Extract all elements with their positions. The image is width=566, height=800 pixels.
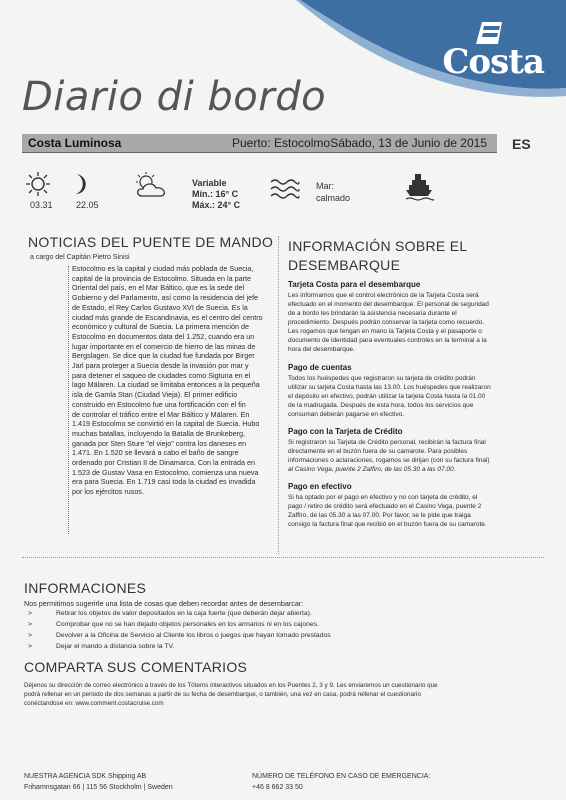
port-name: Puerto: Estocolmo — [232, 136, 331, 150]
tarjeta-costa-heading: Tarjeta Costa para el desembarque — [288, 280, 421, 289]
text-line: conéctandose en: www.comment.costacruise.com — [24, 700, 164, 707]
noticias-line: 1.419 Estocolmo se convirtió en la capital de Suecia. Hubo — [72, 419, 260, 429]
noticias-heading: NOTICIAS DEL PUENTE DE MANDO — [28, 234, 274, 250]
noticias-line: Estocolmo es la capital y ciudad más poblada de Suecia, — [72, 264, 254, 273]
sea-state: calmado — [316, 193, 351, 203]
comentarios-body — [24, 681, 550, 708]
text-line: directamente en el buzón fuera de su camarote. Para posibles — [288, 448, 468, 455]
text-line: utilizar su tarjeta Costa hasta las 13.00. Los huéspedes que realizaron — [288, 384, 491, 391]
emergency-phone: +46 8 662 33 50 — [252, 784, 303, 791]
noticias-line: Bergslagen. Se dice que la ciudad fue fundada por Birger — [72, 351, 255, 361]
sunset-time: 22.05 — [76, 200, 99, 210]
list-item — [28, 632, 331, 639]
text-line: efectuado en el momento del desembarque. El personal de seguridad — [288, 301, 489, 308]
list-item-text: Devolver a la Oficina de Servicio al Cliente los libros o juegos que hayan tomado prestados — [56, 632, 331, 639]
text-line: el depósito en efectivo, podrán utilizar la tarjeta Costa hasta la 01.00 — [288, 393, 486, 400]
info-bar — [22, 134, 497, 153]
column-divider — [278, 236, 279, 554]
text-line: de a bordo les brindarán la asistencia necesaria durante el — [288, 310, 457, 317]
informaciones-intro: Nos permitimos sugerirle una lista de cosas que deben recordar antes de desembarcar: — [24, 599, 304, 608]
bullet-marker: > — [28, 632, 32, 639]
noticias-line: era para Suecia. En 1.719 casi toda la ciudad es invadida — [72, 477, 256, 487]
text-line: pago / retiro de crédito será efectuado en el Casino Vega, puente 2 — [288, 503, 482, 510]
list-item-text: Dejar el mando a distancia sobre la TV. — [56, 643, 175, 650]
text-line: procedimiento. Después podrán conservar la tarjeta como recuerdo. — [288, 319, 485, 326]
noticias-line: Gobierno y del Parlamento, así como la residencia del jefe — [72, 293, 259, 303]
noticias-line: isla de Gamla Stan (Ciudad Vieja). El primer edificio — [72, 390, 238, 400]
noticias-line: Jarl para proteger a Suecia desde la invasión por mar y — [72, 361, 249, 371]
bullet-marker: > — [28, 621, 32, 628]
noticias-line: económico y cultural de Suecia. La primera mención de — [72, 322, 249, 332]
informaciones-heading: INFORMACIONES — [24, 580, 147, 596]
noticias-line: ganada por Sten Sture "el viejo" contra los daneses en — [72, 438, 247, 448]
costa-logo — [434, 14, 544, 84]
list-item-text: Retirar los objetos de valor depositados en la caja fuerte (que deberán dejar abierta). — [56, 610, 312, 617]
text-line: Si registraron su Tarjeta de Crédito personal, recibirán la factura final — [288, 439, 486, 446]
list-item — [28, 621, 319, 628]
list-item — [28, 610, 312, 617]
text-line: de la madrugada. Después de esta hora, todos los servicios que — [288, 402, 474, 409]
date-label: Sábado, 13 de Junio de 2015 — [330, 136, 487, 150]
brand-name: Costa — [442, 42, 544, 82]
noticias-line: 1.523 de Gustav Vasa en Estocolmo, comienza una nueva — [72, 467, 259, 477]
noticias-line: capital de la provincia de Estocolmo. Situada en la parte — [72, 273, 251, 283]
text-line: Déjenos su dirección de correo electrónico a través de los Tótems interactivos situados en los Puentes 2, 3 y 9. Les enviaremos un cuestionario que — [24, 682, 438, 689]
tarjeta-costa-body — [288, 291, 536, 354]
ship-name: Costa Luminosa — [28, 136, 122, 150]
list-item-text: Comprobar que no se han dejado objetos personales en los armarios ni en los cajones. — [56, 621, 319, 628]
noticias-line: de controlar el tráfico entre el Mar Báltico y Mälaren. En — [72, 409, 250, 419]
text-line: Todos los huéspedes que registraron su tarjeta de crédito podrán — [288, 375, 476, 382]
list-item — [28, 643, 174, 650]
agency-label: NUESTRA AGENCIA SDK Shipping AB — [24, 773, 147, 780]
noticias-line: Estocolmo en documentos data del 1.252, cuando era un — [72, 331, 255, 341]
pago-tarjeta-heading: Pago con la Tarjeta de Crédito — [288, 427, 403, 436]
noticias-line: para detener el saqueo de ciudades como Sigtuna en el — [72, 370, 251, 380]
noticias-line: muchas batallas, incluyendo la Batalla de Brunkeberg, — [72, 428, 246, 438]
text-line: Les informamos que el control electrónico de la Tarjeta Costa será — [288, 292, 479, 299]
noticias-line: por los ejércitos rusos. — [72, 487, 144, 497]
weather-condition: Variable — [192, 178, 227, 188]
noticias-line: lago Mälaren. La ciudad se limitaba entonces a la pequeña — [72, 380, 260, 390]
noticias-line: lugar importante en el comercio de hierro de las minas de — [72, 341, 256, 351]
emergency-phone-label: NÚMERO DE TELÉFONO EN CASO DE EMERGENCIA: — [252, 773, 431, 780]
text-line: Si ha optado por el pago en efectivo y no con tarjeta de crédito, el — [288, 494, 478, 501]
noticias-line: ordenado por Cristian II de Dinamarca. Con la entrada en — [72, 458, 255, 468]
pago-efectivo-heading: Pago en efectivo — [288, 482, 352, 491]
noticias-line: 1.471. En 1.520 se llevará a cabo el baño de sangre — [72, 448, 239, 458]
pago-cuentas-body — [288, 374, 536, 419]
desembarque-heading-1: INFORMACIÓN SOBRE EL — [288, 238, 468, 254]
language-badge: ES — [512, 136, 531, 152]
noticias-byline: a cargo del Capitán Pietro Sinisi — [30, 254, 130, 261]
sunrise-time: 03.31 — [30, 200, 53, 210]
section-divider — [22, 557, 544, 558]
page-title: Diario di bordo — [22, 74, 327, 120]
noticias-line: de Estado, el Rey Carlos Gustavo XVI de Suecia. Es la — [72, 302, 248, 312]
bullet-marker: > — [28, 643, 32, 650]
text-line: hora del desembarque. — [288, 346, 355, 353]
text-line: informaciones o aclaraciones, rogamos se dirijan (con su factura final) — [288, 457, 490, 464]
temp-max: Máx.: 24° C — [192, 200, 241, 210]
partly-cloudy-icon — [132, 172, 172, 200]
text-line: al Casino Vega, puente 2 Zaffiro, de las 05.30 a las 07.00. — [288, 466, 456, 473]
agency-address: Frihamnsgatan 66 | 115 56 Stockholm | Sweden — [24, 784, 173, 791]
noticias-line: construido en Estocolmo fue una fortificación con el fin — [72, 399, 246, 409]
ship-icon — [404, 172, 434, 202]
pago-efectivo-body — [288, 493, 536, 529]
noticias-line: Oriental del país, en el Mar Báltico, que es la sede del — [72, 283, 245, 293]
dotted-margin — [68, 266, 69, 534]
sea-waves-icon — [270, 178, 300, 200]
comentarios-heading: COMPARTA SUS COMENTARIOS — [24, 659, 248, 675]
sea-label: Mar: — [316, 181, 334, 191]
pago-cuentas-heading: Pago de cuentas — [288, 363, 352, 372]
moon-icon — [70, 172, 90, 196]
sun-icon — [26, 172, 50, 196]
pago-tarjeta-body — [288, 438, 536, 474]
text-line: Les rogamos que tengan en mano la Tarjeta Costa y el pasaporte o — [288, 328, 482, 335]
text-line: consuman deberán pagarse en efectivo. — [288, 411, 404, 418]
temp-min: Mín.: 16° C — [192, 189, 239, 199]
text-line: documento de identidad para eventuales controles en la terminal a la — [288, 337, 487, 344]
text-line: podrá rellenar en un periodo de dos semanas a partir de su fecha de desembarque, o también, una vez en casa, podrá rellenar el cuestionario — [24, 691, 421, 698]
desembarque-heading-2: DESEMBARQUE — [288, 257, 401, 273]
bullet-marker: > — [28, 610, 32, 617]
text-line: consigo la factura final que recibió en el buzón fuera de su camarote. — [288, 521, 487, 528]
noticias-body — [72, 264, 270, 497]
noticias-line: ciudad más grande de Escandinavia, es el centro del centro — [72, 312, 263, 322]
text-line: Zaffiro, de las 05.30 a las 07.00. Por favor, se le pide que traiga — [288, 512, 471, 519]
